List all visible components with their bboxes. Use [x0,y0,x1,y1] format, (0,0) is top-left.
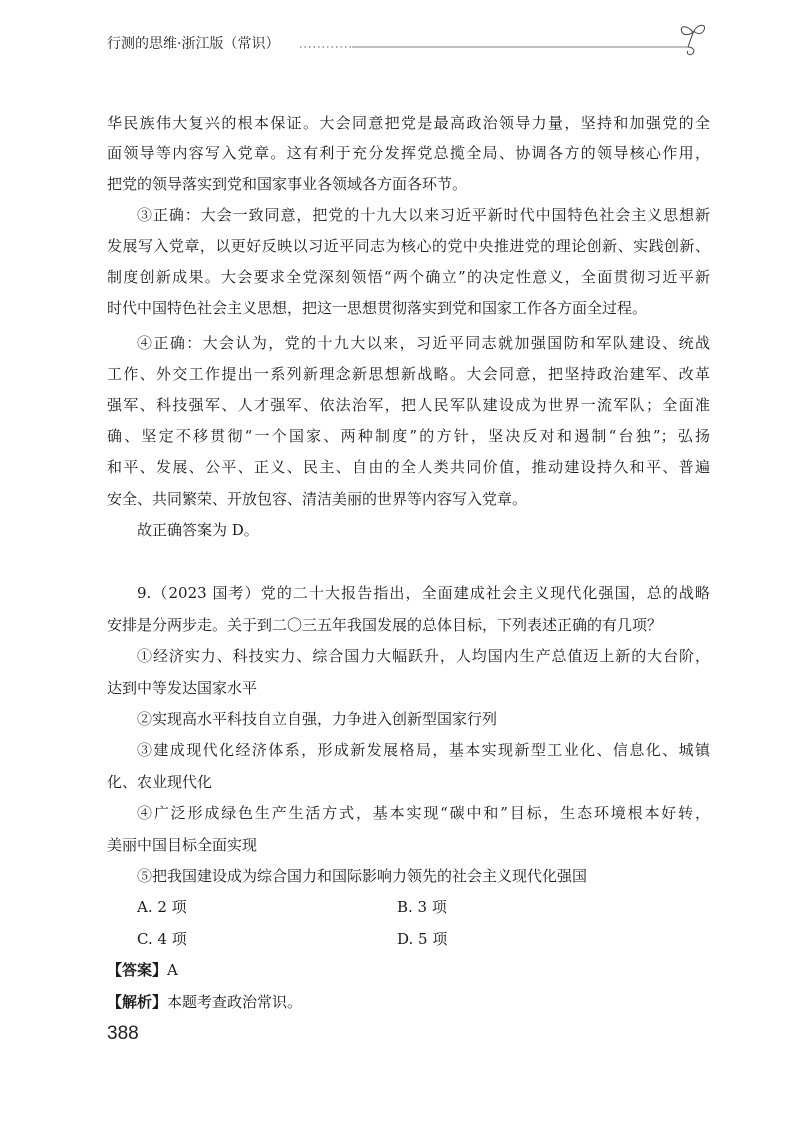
conclusion-line: 故正确答案为 D。 [137,520,259,539]
text-line: 把党的领导落实到党和国家事业各领域各方面各环节。 [107,175,468,194]
text-line: 发展写入党章，以更好反映以习近平同志为核心的党中央推进党的理论创新、实践创新、 [107,236,710,255]
header-rule [290,20,720,56]
options-row-2 [107,924,710,955]
text-line: ④正确：大会认为，党的十九大以来，习近平同志就加强国防和军队建设、统战 [137,333,710,352]
analysis-text: 本题考查政治常识。 [167,992,303,1011]
answer-value: A [167,961,178,980]
answer-label: 【答案】 [107,961,168,980]
text-line: 和平、发展、公平、正义、民主、自由的全人类共同价值，推动建设持久和平、普遍 [107,458,710,477]
option-b: B. 3 项 [397,898,447,917]
text-line: 面领导等内容写入党章。这有利于充分发挥党总揽全局、协调各方的领导核心作用， [107,144,710,163]
text-line: 确、坚定不移贯彻“一个国家、两种制度”的方针，坚决反对和遏制“台独”；弘扬 [107,427,710,446]
text-line: 安全、共同繁荣、开放包容、清洁美丽的世界等内容写入党章。 [107,489,528,508]
text-line: 工作、外交工作提出一系列新理念新思想新战略。大会同意，把坚持政治建军、改革 [107,364,710,383]
statement-5: ⑤把我国建设成为综合国力和国际影响力领先的社会主义现代化强国 [137,866,588,885]
text-line: 制度创新成果。大会要求全党深刻领悟“两个确立”的决定性意义，全面贯彻习近平新 [107,267,710,286]
statement-4-cont: 美丽中国目标全面实现 [107,835,258,854]
question-stem-line: 安排是分两步走。关于到二〇三五年我国发展的总体目标，下列表述正确的有几项？ [107,615,663,634]
option-d: D. 5 项 [397,929,448,948]
option-a: A. 2 项 [137,898,187,917]
options-row-1 [107,892,710,923]
sprout-icon [681,25,704,54]
question-9 [107,578,710,1018]
analysis-line [107,987,710,1018]
running-header-title: 行测的思维·浙江版（常识） [107,36,280,52]
text-line: ③正确：大会一致同意，把党的十九大以来习近平新时代中国特色社会主义思想新 [137,206,710,225]
analysis-label: 【解析】 [107,992,168,1011]
question-stem-line: 9.（2023 国考）党的二十大报告指出，全面建成社会主义现代化强国，总的战略 [137,584,710,603]
page-number: 388 [107,1023,139,1044]
statement-1: ①经济实力、科技实力、综合国力大幅跃升，人均国内生产总值迈上新的大台阶， [137,647,710,666]
text-line: 华民族伟大复兴的根本保证。大会同意把党是最高政治领导力量，坚持和加强党的全 [107,113,710,132]
statement-2: ②实现高水平科技自立自强，力争进入创新型国家行列 [137,709,498,728]
statement-4: ④广泛形成绿色生产生活方式，基本实现“碳中和”目标，生态环境根本好转， [137,804,710,823]
text-line: 时代中国特色社会主义思想，把这一思想贯彻落实到党和国家工作各方面全过程。 [107,298,648,317]
answer-line [107,955,710,986]
text-line: 强军、科技强军、人才强军、依法治军，把人民军队建设成为世界一流军队；全面准 [107,395,710,414]
explanation-block-2 [107,328,710,546]
statement-3-cont: 化、农业现代化 [107,772,213,791]
statement-1-cont: 达到中等发达国家水平 [107,678,258,697]
explanation-block-1 [107,108,710,324]
option-c: C. 4 项 [137,929,187,948]
statement-3: ③建成现代化经济体系，形成新发展格局，基本实现新型工业化、信息化、城镇 [137,741,710,760]
